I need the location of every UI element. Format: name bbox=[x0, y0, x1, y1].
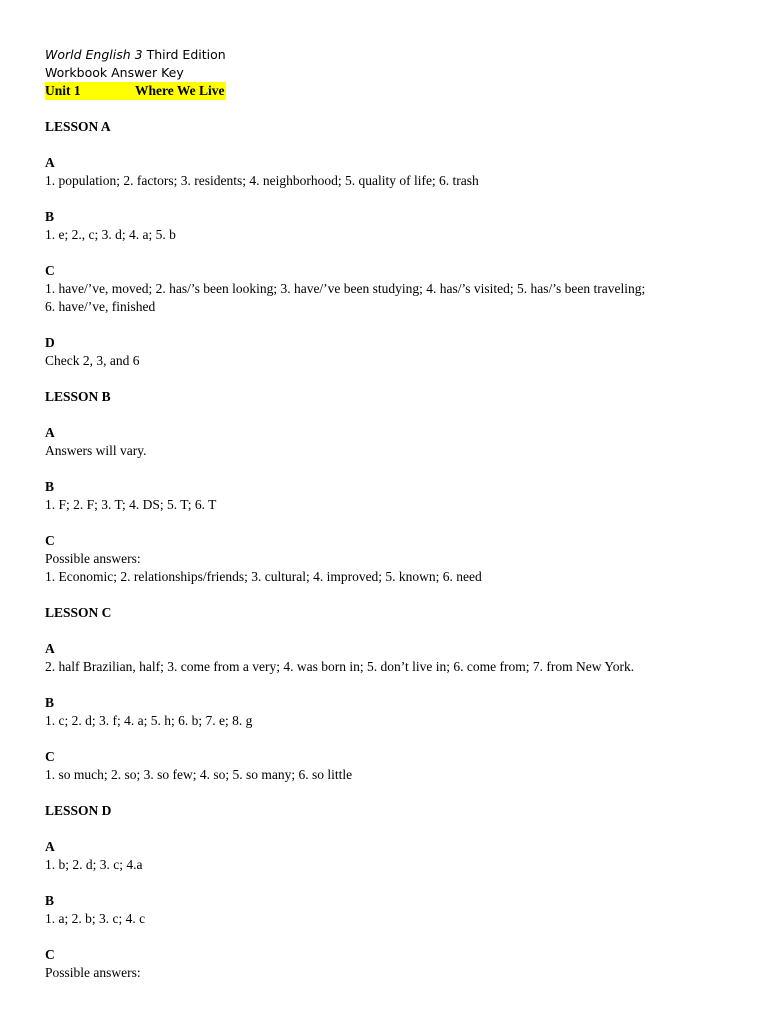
section-label: C bbox=[45, 533, 55, 548]
answer-line: Possible answers: bbox=[45, 965, 141, 980]
section-label: C bbox=[45, 947, 55, 962]
document-subtitle: Workbook Answer Key bbox=[45, 65, 184, 80]
answer-line: 2. half Brazilian, half; 3. come from a very; 4. was born in; 5. don’t live in; 6. come from; 7. from New York. bbox=[45, 659, 635, 674]
book-title-line bbox=[45, 46, 735, 64]
answer-line: 1. a; 2. b; 3. c; 4. c bbox=[45, 911, 146, 926]
lesson-title: LESSON C bbox=[45, 605, 112, 620]
section-label: A bbox=[45, 839, 55, 854]
answer-line: 1. b; 2. d; 3. c; 4.a bbox=[45, 857, 143, 872]
answer-line: 6. have/’ve, finished bbox=[45, 299, 156, 314]
answer-line: 1. so much; 2. so; 3. so few; 4. so; 5. so many; 6. so little bbox=[45, 767, 353, 782]
answer-line: 1. population; 2. factors; 3. residents; 4. neighborhood; 5. quality of life; 6. trash bbox=[45, 173, 479, 188]
unit-title: Where We Live bbox=[135, 83, 225, 98]
answer-line: 1. e; 2., c; 3. d; 4. a; 5. b bbox=[45, 227, 176, 242]
answer-line: Check 2, 3, and 6 bbox=[45, 353, 140, 368]
answer-line: Possible answers: bbox=[45, 551, 141, 566]
section-label: B bbox=[45, 209, 55, 224]
section-label: B bbox=[45, 479, 55, 494]
section-label: C bbox=[45, 749, 55, 764]
section-label: D bbox=[45, 335, 55, 350]
answer-key-page bbox=[45, 46, 735, 982]
answer-line: 1. F; 2. F; 3. T; 4. DS; 5. T; 6. T bbox=[45, 497, 217, 512]
unit-heading bbox=[45, 82, 735, 100]
unit-label: Unit 1 bbox=[45, 83, 81, 98]
answer-line: 1. Economic; 2. relationships/friends; 3. cultural; 4. improved; 5. known; 6. need bbox=[45, 569, 482, 584]
section-label: C bbox=[45, 263, 55, 278]
section-label: A bbox=[45, 641, 55, 656]
answer-line: Answers will vary. bbox=[45, 443, 147, 458]
section-label: B bbox=[45, 695, 55, 710]
lessons-container bbox=[45, 118, 735, 982]
answer-line: 1. c; 2. d; 3. f; 4. a; 5. h; 6. b; 7. e; 8. g bbox=[45, 713, 253, 728]
book-title: World English 3 bbox=[45, 47, 143, 62]
answer-line: 1. have/’ve, moved; 2. has/’s been looking; 3. have/’ve been studying; 4. has/’s visited; 5. has/’s been traveling; bbox=[45, 281, 646, 296]
unit-highlight bbox=[45, 82, 226, 100]
section-label: B bbox=[45, 893, 55, 908]
section-label: A bbox=[45, 425, 55, 440]
lesson-title: LESSON A bbox=[45, 119, 111, 134]
lesson-title: LESSON B bbox=[45, 389, 111, 404]
lesson-title: LESSON D bbox=[45, 803, 112, 818]
book-edition: Third Edition bbox=[142, 47, 226, 62]
section-label: A bbox=[45, 155, 55, 170]
